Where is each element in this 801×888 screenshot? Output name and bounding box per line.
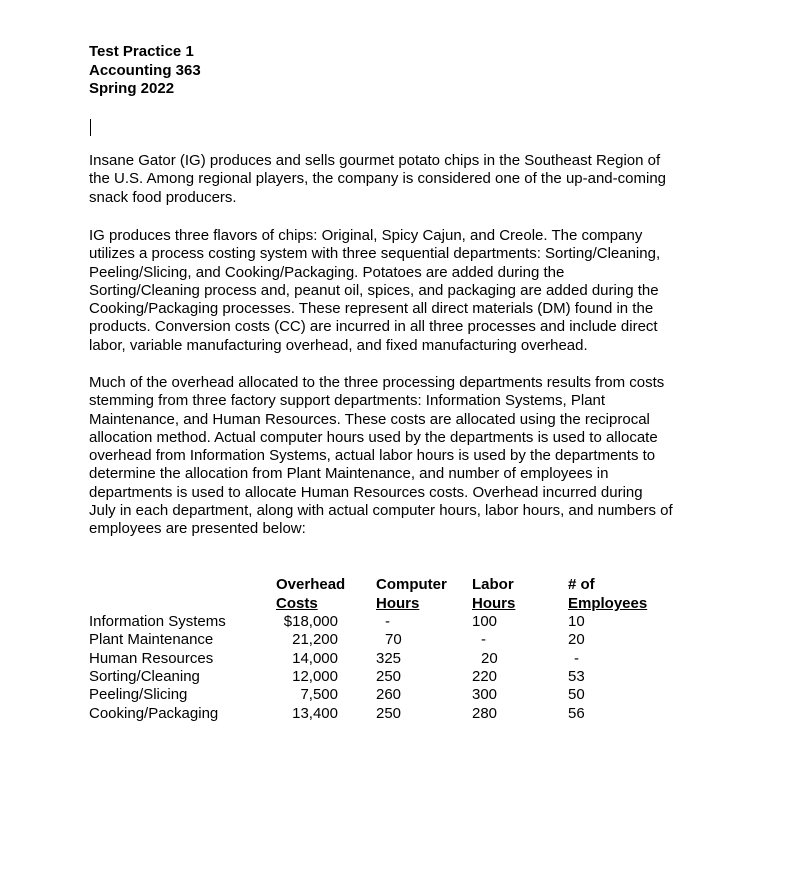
col-header-labor: Labor (472, 576, 514, 593)
row-employees-value: 20 (568, 631, 585, 648)
row-overhead-value: 12,000 (292, 668, 338, 685)
row-dept-label: Plant Maintenance (89, 631, 214, 648)
row-computer-value: 250 (376, 668, 402, 685)
term: Spring 2022 (89, 80, 175, 97)
paragraph-line: utilizes a process costing system with three sequential departments: Sorting/Cleaning, (89, 245, 661, 263)
paragraph-line: Sorting/Cleaning process and, peanut oil, spices, and packaging are added during the (89, 281, 659, 299)
col-header-computer-sub: Hours (376, 595, 420, 612)
paragraph-line: the U.S. Among regional players, the company is considered one of the up-and-coming (89, 170, 667, 188)
text-cursor[interactable] (90, 119, 91, 136)
paragraph-line: Peeling/Slicing, and Cooking/Packaging. Potatoes are added during the (89, 263, 565, 281)
row-dept-label: Peeling/Slicing (89, 686, 188, 703)
row-dept-label: Human Resources (89, 650, 214, 667)
row-dept-label: Information Systems (89, 613, 226, 630)
row-overhead-value: $18,000 (283, 613, 338, 630)
col-header-employees-sub: Employees (568, 595, 648, 612)
paragraph-intro (89, 152, 729, 207)
row-overhead-value: 21,200 (292, 631, 338, 648)
document-title: Test Practice 1 (89, 43, 194, 60)
paragraph-line: Much of the overhead allocated to the three processing departments results from costs (89, 374, 665, 391)
row-dept-label: Sorting/Cleaning (89, 668, 200, 685)
paragraph-line: IG produces three flavors of chips: Original, Spicy Cajun, and Creole. The company (89, 227, 643, 244)
row-overhead-value: 14,000 (292, 650, 338, 667)
paragraph-line: Cooking/Packaging processes. These represent all direct materials (DM) found in the (89, 300, 654, 318)
row-computer-value: - (385, 613, 390, 630)
paragraph-line: products. Conversion costs (CC) are incurred in all three processes and include direct (89, 318, 658, 336)
paragraph-line: July in each department, along with actual computer hours, labor hours, and numbers of (89, 502, 673, 520)
row-computer-value: 250 (376, 705, 402, 722)
row-labor-value: 100 (472, 613, 498, 630)
paragraph-line: Insane Gator (IG) produces and sells gourmet potato chips in the Southeast Region of (89, 152, 661, 169)
row-overhead-value: 13,400 (292, 705, 338, 722)
row-employees-value: 50 (568, 686, 585, 703)
document-header (89, 43, 201, 99)
paragraph-line: labor, variable manufacturing overhead, and fixed manufacturing overhead. (89, 336, 588, 354)
paragraph-line: stemming from three factory support departments: Information Systems, Plant (89, 392, 606, 410)
row-dept-label: Cooking/Packaging (89, 705, 219, 722)
paragraph-line: overhead from Information Systems, actual labor hours is used by the departments to (89, 447, 656, 465)
course-name: Accounting 363 (89, 61, 201, 79)
row-computer-value: 325 (376, 650, 402, 667)
paragraph-overhead (89, 374, 729, 539)
row-labor-value: 300 (472, 686, 498, 703)
row-overhead-value: 7,500 (300, 686, 338, 703)
row-computer-value: 260 (376, 686, 402, 703)
paragraph-line: employees are presented below: (89, 520, 306, 538)
paragraph-line: snack food producers. (89, 188, 237, 206)
paragraph-line: Maintenance, and Human Resources. These costs are allocated using the reciprocal (89, 410, 650, 428)
row-labor-value: 20 (481, 650, 498, 667)
paragraph-process (89, 227, 729, 355)
col-header-labor-sub: Hours (472, 595, 516, 612)
paragraph-line: determine the allocation from Plant Maintenance, and number of employees in (89, 465, 609, 483)
row-labor-value: 220 (472, 668, 498, 685)
col-header-computer: Computer (376, 576, 447, 593)
col-header-employees: # of (568, 576, 595, 593)
paragraph-line: allocation method. Actual computer hours used by the departments is used to allocate (89, 428, 658, 446)
row-employees-value: 56 (568, 705, 585, 722)
row-employees-value: 53 (568, 668, 585, 685)
row-labor-value: - (481, 631, 486, 648)
col-header-overhead-sub: Costs (276, 595, 318, 612)
col-header-overhead: Overhead (276, 576, 346, 593)
paragraph-line: departments is used to allocate Human Resources costs. Overhead incurred during (89, 483, 643, 501)
row-employees-value: - (574, 650, 579, 667)
row-computer-value: 70 (385, 631, 402, 648)
row-labor-value: 280 (472, 705, 498, 722)
row-employees-value: 10 (568, 613, 585, 630)
